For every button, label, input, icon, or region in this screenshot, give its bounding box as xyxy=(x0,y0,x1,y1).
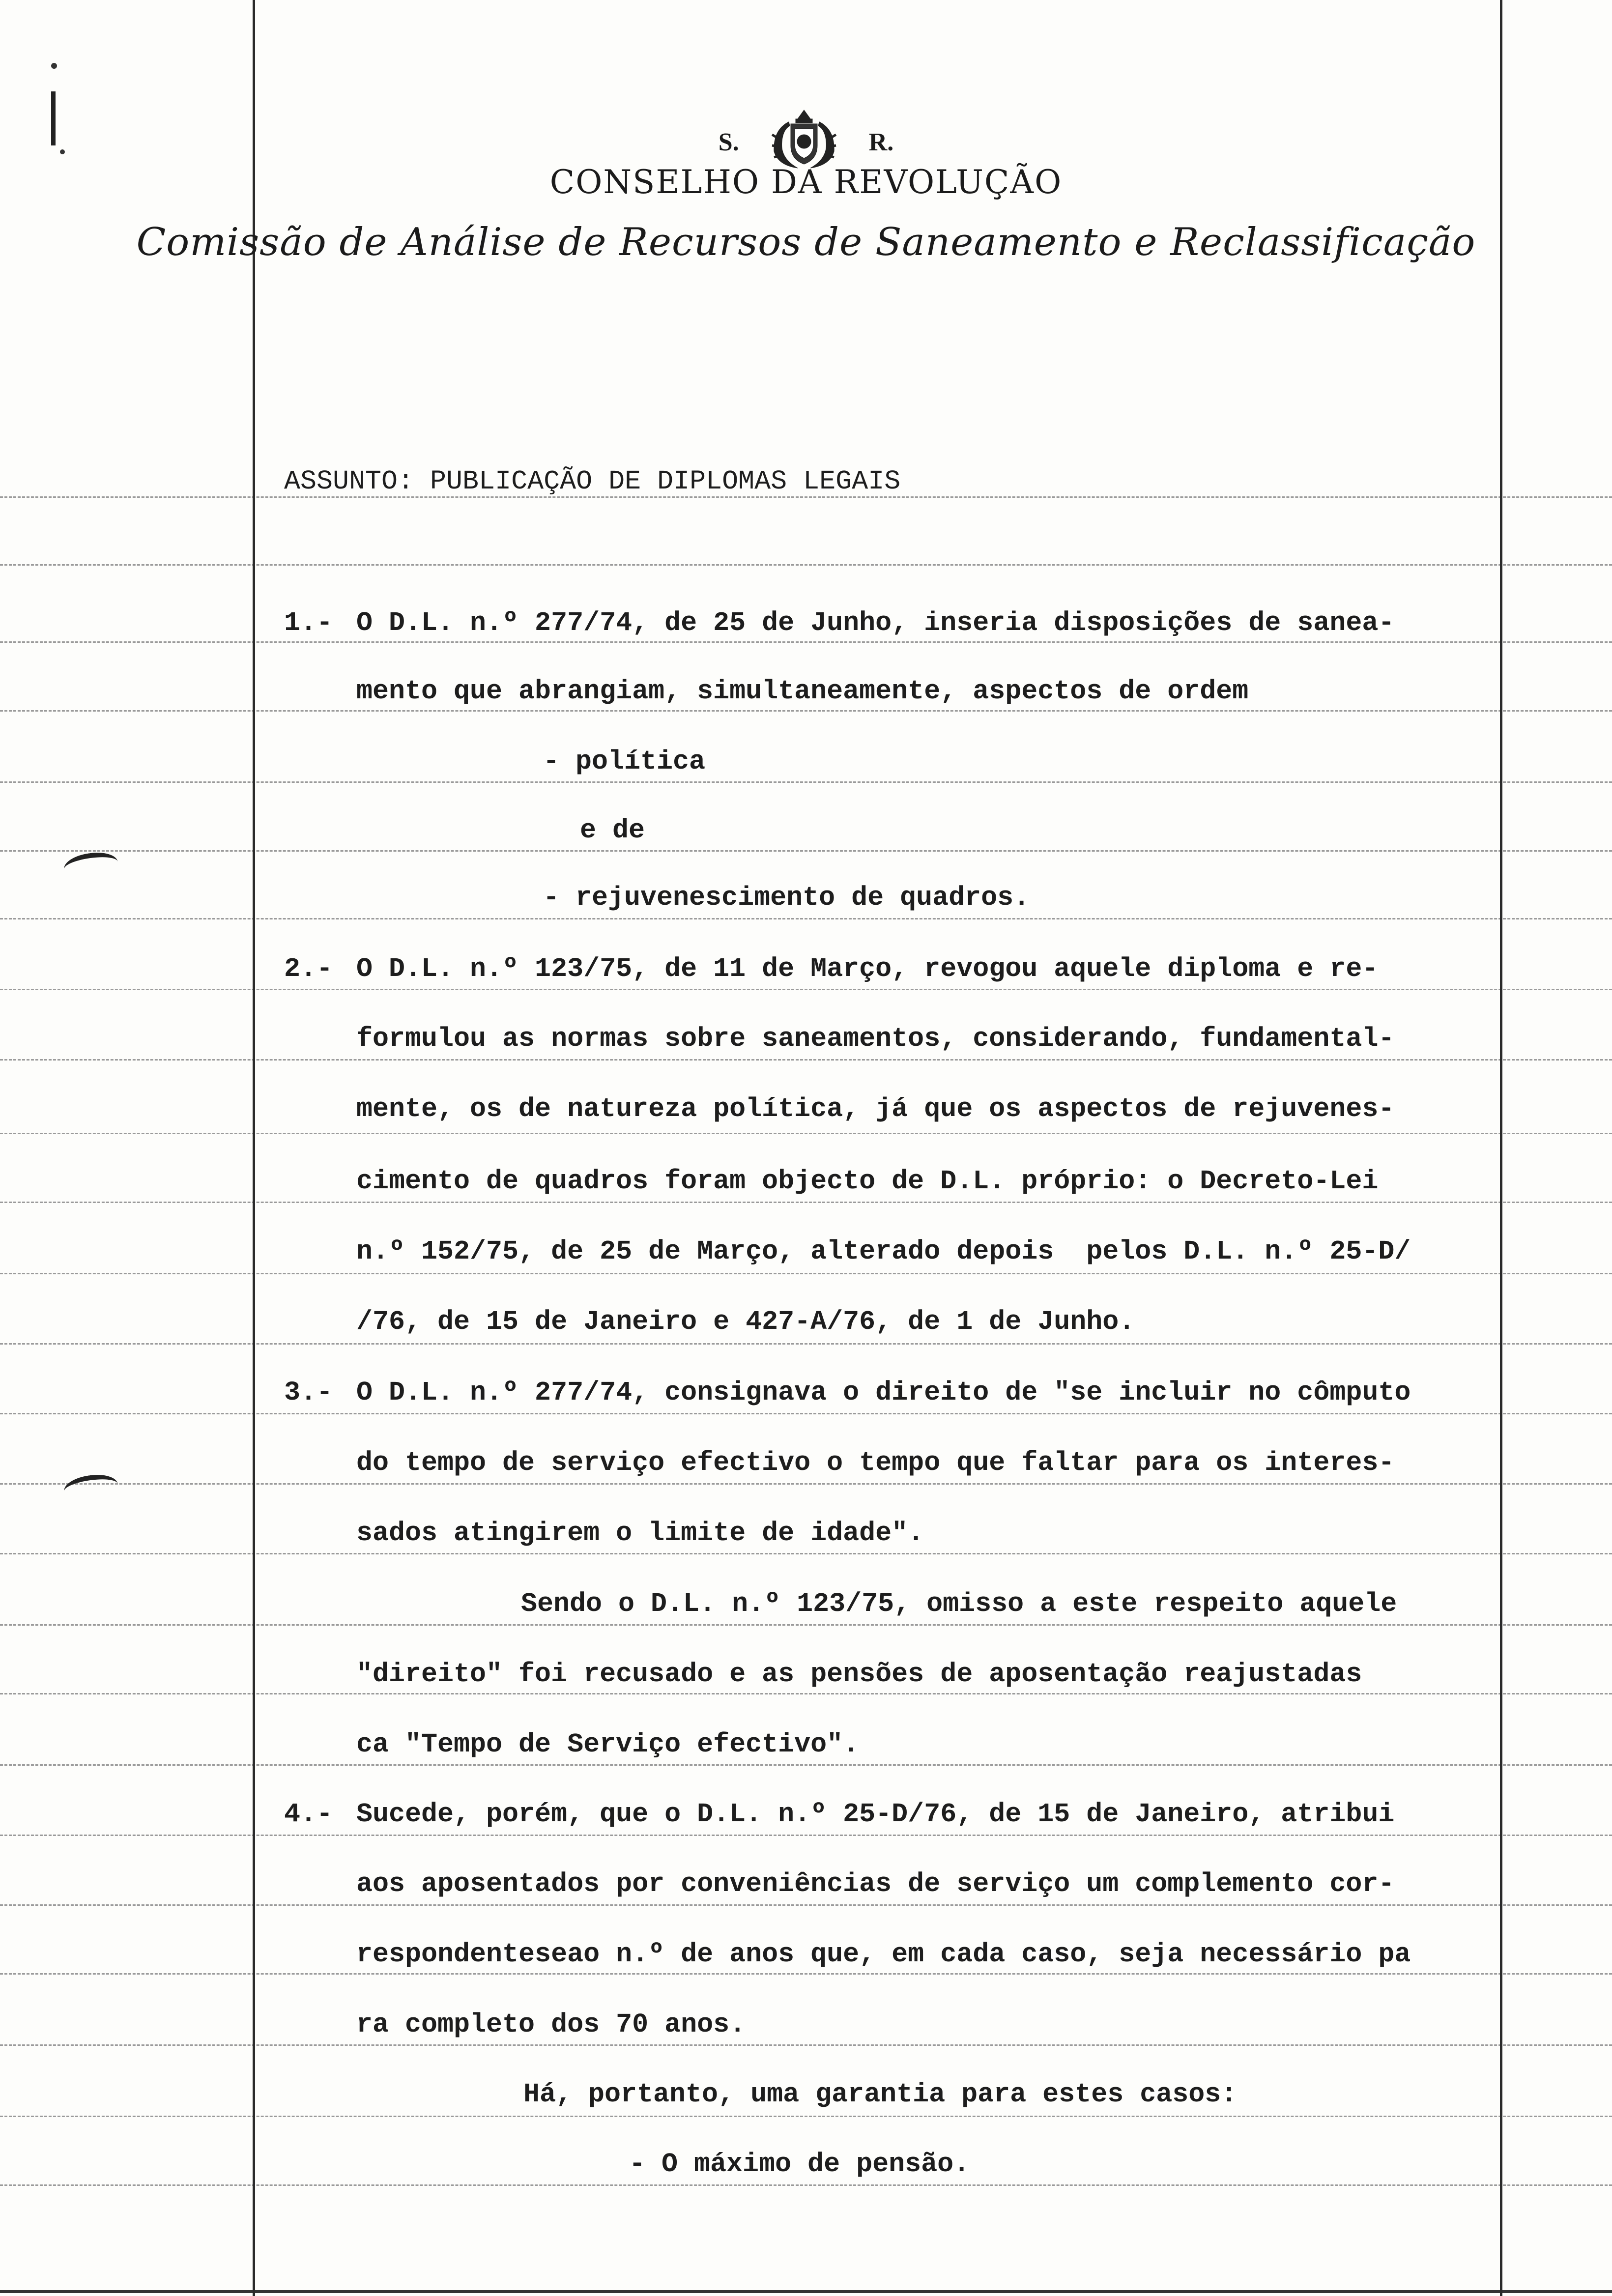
paragraph-line: ca "Tempo de Serviço efectivo". xyxy=(356,1729,860,1760)
paragraph-line: e de xyxy=(580,815,645,846)
paragraph-line: "direito" foi recusado e as pensões de aposentação reajustadas xyxy=(356,1659,1362,1690)
ruled-line xyxy=(0,1413,1612,1414)
subject-line: ASSUNTO: PUBLICAÇÃO DE DIPLOMAS LEGAIS xyxy=(284,466,901,497)
punch-hole-mark xyxy=(62,850,119,882)
paragraph-line: mento que abrangiam, simultaneamente, aspectos de ordem xyxy=(356,676,1249,707)
ruled-line xyxy=(0,1693,1612,1694)
paragraph-number: 3.- xyxy=(284,1377,333,1408)
punch-hole-mark xyxy=(62,1472,119,1504)
paragraph-line: n.º 152/75, de 25 de Março, alterado depois pelos D.L. n.º 25-D/ xyxy=(356,1236,1411,1267)
bottom-rule xyxy=(0,2290,1612,2293)
council-name: CONSELHO DA REVOLUÇÃO xyxy=(549,163,1063,201)
paragraph-line: ra completo dos 70 anos. xyxy=(356,2009,746,2040)
ruled-line xyxy=(0,1343,1612,1345)
letterhead-letter-right: R. xyxy=(868,128,894,156)
paragraph-line: /76, de 15 de Janeiro e 427-A/76, de 1 de Junho. xyxy=(356,1306,1135,1337)
ruled-line xyxy=(0,1835,1612,1836)
commission-name: Comissão de Análise de Recursos de Saneamento e Reclassificação xyxy=(136,220,1476,264)
paragraph-line: Há, portanto, uma garantia para estes casos: xyxy=(523,2079,1238,2110)
ruled-line xyxy=(0,2044,1612,2046)
ruled-line xyxy=(0,564,1612,566)
paragraph-line: - rejuvenescimento de quadros. xyxy=(543,882,1030,913)
paragraph-line: - O máximo de pensão. xyxy=(629,2149,970,2180)
paragraph-line: aos aposentados por conveniências de serviço um complemento cor- xyxy=(356,1868,1395,1899)
ruled-line xyxy=(0,1483,1612,1485)
ruled-line xyxy=(0,1553,1612,1554)
paragraph-line: sados atingirem o limite de idade". xyxy=(356,1518,924,1549)
ruled-line xyxy=(0,1059,1612,1061)
binder-dot xyxy=(51,63,57,69)
ruled-line xyxy=(0,1273,1612,1274)
ruled-line xyxy=(0,710,1612,712)
paragraph-line: respondenteseao n.º de anos que, em cada caso, seja necessário pa xyxy=(356,1939,1411,1970)
paragraph-line: Sendo o D.L. n.º 123/75, omisso a este respeito aquele xyxy=(521,1588,1397,1619)
paragraph-number: 2.- xyxy=(284,953,333,984)
paragraph-line: cimento de quadros foram objecto de D.L. próprio: o Decreto-Lei xyxy=(356,1166,1379,1197)
left-margin-line xyxy=(253,0,255,2296)
right-margin-line xyxy=(1500,0,1502,2296)
ruled-line xyxy=(0,2184,1612,2186)
paragraph-line: formulou as normas sobre saneamentos, considerando, fundamental- xyxy=(356,1023,1395,1054)
ruled-line xyxy=(0,1133,1612,1134)
ruled-line xyxy=(0,1973,1612,1975)
paragraph-line: mente, os de natureza política, já que os aspectos de rejuvenes- xyxy=(356,1093,1395,1124)
paragraph-line: - política xyxy=(543,746,706,777)
ruled-line xyxy=(0,850,1612,852)
ruled-line xyxy=(0,641,1612,643)
ruled-line xyxy=(0,2116,1612,2117)
ruled-line xyxy=(0,1202,1612,1203)
paragraph-number: 4.- xyxy=(284,1799,333,1830)
ruled-line xyxy=(0,918,1612,919)
paragraph-line: do tempo de serviço efectivo o tempo que faltar para os interes- xyxy=(356,1447,1395,1478)
ruled-line xyxy=(0,989,1612,990)
paragraph-line: Sucede, porém, que o D.L. n.º 25-D/76, de 15 de Janeiro, atribui xyxy=(356,1799,1395,1830)
letterhead-letter-left: S. xyxy=(718,128,739,156)
ruled-line xyxy=(0,1764,1612,1766)
paragraph-line: O D.L. n.º 277/74, consignava o direito de "se incluir no cômputo xyxy=(356,1377,1411,1408)
paragraph-number: 1.- xyxy=(284,607,333,638)
ruled-line xyxy=(0,1904,1612,1906)
paragraph-line: O D.L. n.º 277/74, de 25 de Junho, inseria disposições de sanea- xyxy=(356,607,1395,638)
ruled-line xyxy=(0,781,1612,783)
paragraph-line: O D.L. n.º 123/75, de 11 de Março, revogou aquele diploma e re- xyxy=(356,953,1379,984)
ruled-line xyxy=(0,1624,1612,1626)
